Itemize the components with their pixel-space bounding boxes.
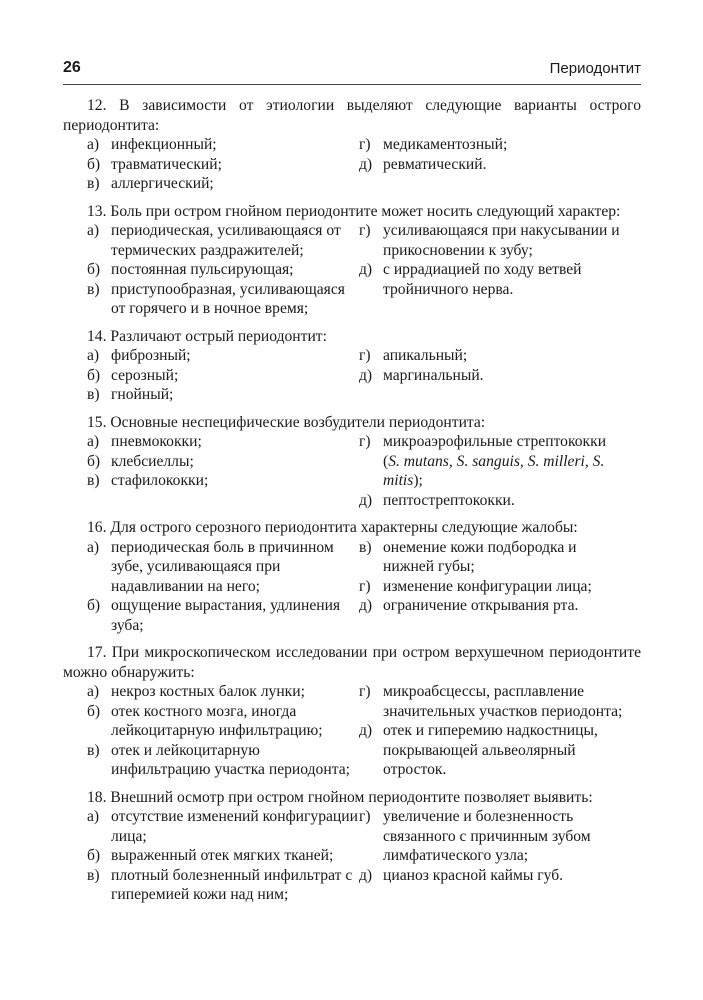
answer-options: [63, 221, 641, 319]
option-letter: г): [359, 683, 371, 700]
option-text: [383, 491, 641, 511]
option-letter: а): [87, 136, 100, 153]
question-12: [63, 96, 641, 194]
option-letter: б): [87, 452, 101, 470]
option-text: [383, 538, 641, 577]
option-text: [383, 577, 641, 597]
option-text-main: ревматический.: [383, 155, 487, 173]
option-text-main: травматический;: [111, 155, 222, 173]
options-column-left: [63, 432, 359, 510]
answer-option: [87, 471, 359, 491]
option-text-main: усиливающаяся при накусывании и прикосновении к зубу;: [383, 222, 620, 259]
option-text-main: онемение кожи подбородка и нижней губы;: [383, 538, 577, 575]
option-text-main: приступообразная, усиливающаяся от горячего и в ночное время;: [111, 280, 345, 317]
option-text-main: фиброзный;: [111, 347, 191, 364]
option-text: [383, 432, 641, 491]
option-text: [383, 366, 641, 386]
answer-option: [87, 741, 359, 780]
answer-options: [63, 807, 641, 905]
question-13: [63, 202, 641, 319]
question-text: 17. При микроскопическом исследовании при остром верхушечном периодонтите можно обнаружить:: [63, 644, 641, 681]
option-text-main: отек и лейкоцитарную инфильтрацию участка периодонта;: [111, 741, 350, 778]
options-column-right: [359, 221, 641, 319]
question-text: 12. В зависимости от этиологии выделяют следующие варианты острого периодонтита:: [63, 97, 641, 134]
option-text: [111, 866, 359, 905]
answer-option: [359, 596, 641, 616]
options-column-left: [63, 221, 359, 319]
option-text-main: микроабсцессы, расплавление значительных участков периодонта;: [383, 683, 623, 720]
option-text-main: некроз костных балок лунки;: [111, 683, 305, 700]
option-text: [111, 741, 359, 780]
option-text-main: отсутствие изменений конфигурации лица;: [111, 808, 358, 845]
option-text-main: изменение конфигурации лица;: [383, 577, 592, 595]
question-text: 13. Боль при остром гнойном периодонтите может носить следующий характер:: [87, 202, 621, 220]
question-list: [63, 96, 641, 913]
option-letter: г): [359, 433, 371, 450]
option-letter: а): [87, 433, 100, 450]
option-text: [383, 260, 641, 299]
option-text: [111, 260, 359, 280]
option-letter: д): [359, 866, 373, 884]
option-letter: а): [87, 538, 100, 556]
answer-option: [87, 221, 359, 260]
option-text: [111, 432, 359, 452]
option-letter: в): [87, 386, 100, 403]
option-text: [111, 452, 359, 472]
option-letter: д): [359, 597, 373, 614]
option-letter: г): [359, 347, 371, 364]
answer-option: [87, 280, 359, 319]
options-column-left: [63, 807, 359, 905]
question-text: 14. Различают острый периодонтит:: [87, 327, 327, 345]
option-text: [383, 682, 641, 721]
option-text-main: периодическая боль в причинном зубе, усиливающаяся при надавливании на него;: [111, 538, 334, 595]
option-letter: а): [87, 222, 100, 239]
option-text: [111, 155, 359, 175]
options-column-right: [359, 538, 641, 636]
answer-options: [63, 135, 641, 194]
option-letter: д): [359, 155, 373, 173]
option-text-main: ощущение вырастания, удлинения зуба;: [111, 597, 341, 634]
option-letter: в): [87, 280, 100, 298]
option-letter: д): [359, 261, 373, 278]
options-column-right: [359, 135, 641, 194]
answer-option: [87, 846, 359, 866]
answer-option: [359, 260, 641, 299]
option-text: [383, 155, 641, 175]
option-text: [383, 346, 641, 366]
option-text-main: плотный болезненный инфильтрат с гиперемией кожи над ним;: [111, 866, 353, 903]
option-letter: в): [359, 538, 372, 556]
option-text: [111, 366, 359, 386]
answer-option: [359, 807, 641, 866]
question-16: [63, 518, 641, 635]
options-column-right: [359, 432, 641, 510]
option-letter: б): [87, 847, 101, 864]
option-letter: д): [359, 366, 373, 384]
option-letter: б): [87, 366, 101, 384]
answer-option: [87, 155, 359, 175]
question-15: [63, 413, 641, 511]
option-text-main: пептострептококки.: [383, 491, 515, 509]
answer-option: [359, 135, 641, 155]
options-column-right: [359, 682, 641, 780]
option-text: [111, 596, 359, 635]
option-text: [383, 596, 641, 616]
option-text: [111, 702, 359, 741]
option-text: [111, 174, 359, 194]
option-letter: г): [359, 808, 371, 825]
answer-options: [63, 682, 641, 780]
option-text: [383, 221, 641, 260]
option-text-main: отек и гиперемию надкостницы, покрывающей альвеолярный отросток.: [383, 722, 598, 778]
answer-option: [87, 538, 359, 597]
option-text: [111, 221, 359, 260]
option-text-main: серозный;: [111, 366, 179, 384]
option-text: [111, 135, 359, 155]
answer-option: [359, 221, 641, 260]
option-text-main: цианоз красной каймы губ.: [383, 866, 564, 884]
option-letter: а): [87, 808, 100, 825]
answer-option: [359, 432, 641, 491]
option-text-tail: );: [413, 472, 423, 489]
option-letter: а): [87, 347, 100, 364]
option-text-main: инфекционный;: [111, 136, 217, 153]
page-header: [63, 58, 641, 85]
option-text-main: аллергический;: [111, 175, 214, 192]
option-letter: в): [87, 866, 100, 884]
option-text: [111, 280, 359, 319]
option-text-main: клебсиеллы;: [111, 452, 194, 470]
option-text: [111, 538, 359, 597]
answer-option: [87, 866, 359, 905]
option-letter: г): [359, 577, 371, 595]
options-column-left: [63, 135, 359, 194]
option-text: [111, 807, 359, 846]
question-17: [63, 643, 641, 780]
answer-options: [63, 432, 641, 510]
options-column-left: [63, 346, 359, 405]
question-text: 18. Внешний осмотр при остром гнойном периодонтите позволяет выявить:: [87, 788, 593, 806]
answer-option: [87, 366, 359, 386]
answer-option: [359, 577, 641, 597]
answer-option: [87, 682, 359, 702]
answer-options: [63, 538, 641, 636]
answer-option: [87, 702, 359, 741]
option-letter: д): [359, 722, 373, 739]
option-text-main: ограничение открывания рта.: [383, 597, 579, 614]
answer-option: [359, 721, 641, 780]
option-text: [383, 721, 641, 780]
option-text: [111, 385, 359, 405]
answer-option: [87, 385, 359, 405]
options-column-left: [63, 538, 359, 636]
option-letter: в): [87, 741, 100, 759]
answer-option: [87, 452, 359, 472]
option-text-main: пневмококки;: [111, 433, 202, 450]
answer-option: [359, 538, 641, 577]
answer-option: [87, 174, 359, 194]
options-column-right: [359, 346, 641, 405]
answer-options: [63, 346, 641, 405]
option-text-main: стафилококки;: [111, 472, 209, 489]
question-14: [63, 327, 641, 405]
option-letter: б): [87, 155, 101, 173]
answer-option: [359, 682, 641, 721]
option-letter: д): [359, 491, 373, 509]
question-text: 15. Основные неспецифические возбудители периодонтита:: [87, 413, 486, 431]
option-text-main: апикальный;: [383, 347, 468, 364]
answer-option: [87, 432, 359, 452]
option-text: [383, 135, 641, 155]
answer-option: [87, 807, 359, 846]
option-text-main: гнойный;: [111, 386, 174, 403]
option-text: [111, 346, 359, 366]
answer-option: [359, 346, 641, 366]
page-number: 26: [63, 59, 81, 76]
option-text-main: отек костного мозга, иногда лейкоцитарную инфильтрацию;: [111, 702, 323, 739]
option-letter: а): [87, 683, 100, 700]
answer-option: [87, 135, 359, 155]
answer-option: [87, 596, 359, 635]
answer-option: [359, 491, 641, 511]
options-column-right: [359, 807, 641, 905]
question-text: 16. Для острого серозного периодонтита характерны следующие жалобы:: [87, 519, 578, 536]
option-text: [111, 846, 359, 866]
answer-option: [359, 366, 641, 386]
option-text: [111, 471, 359, 491]
question-18: [63, 788, 641, 905]
answer-option: [87, 260, 359, 280]
option-text-main: выраженный отек мягких тканей;: [111, 847, 334, 864]
option-text-main: микроаэрофильные стрептококки (: [383, 433, 607, 470]
answer-option: [359, 155, 641, 175]
option-text: [111, 682, 359, 702]
option-text-main: с иррадиацией по ходу ветвей тройничного нерва.: [383, 261, 582, 298]
answer-option: [87, 346, 359, 366]
option-letter: в): [87, 472, 100, 489]
option-letter: г): [359, 136, 371, 153]
option-letter: в): [87, 175, 100, 192]
option-letter: б): [87, 702, 101, 720]
option-text-main: увеличение и болезненность связанного с причинным зубом лимфатического узла;: [383, 808, 591, 864]
option-text-main: маргинальный.: [383, 366, 484, 384]
option-letter: б): [87, 261, 101, 278]
options-column-left: [63, 682, 359, 780]
option-text: [383, 807, 641, 866]
option-letter: б): [87, 597, 101, 614]
option-text-italic: S. mutans, S. sanguis, S. milleri, S. mitis: [383, 452, 605, 489]
option-text-main: постоянная пульсирующая;: [111, 261, 294, 278]
option-text-main: периодическая, усиливающаяся от термических раздражителей;: [111, 222, 341, 259]
option-letter: г): [359, 222, 371, 239]
running-title: Периодонтит: [549, 60, 641, 77]
option-text: [383, 866, 641, 886]
option-text-main: медикаментозный;: [383, 136, 508, 153]
answer-option: [359, 866, 641, 886]
